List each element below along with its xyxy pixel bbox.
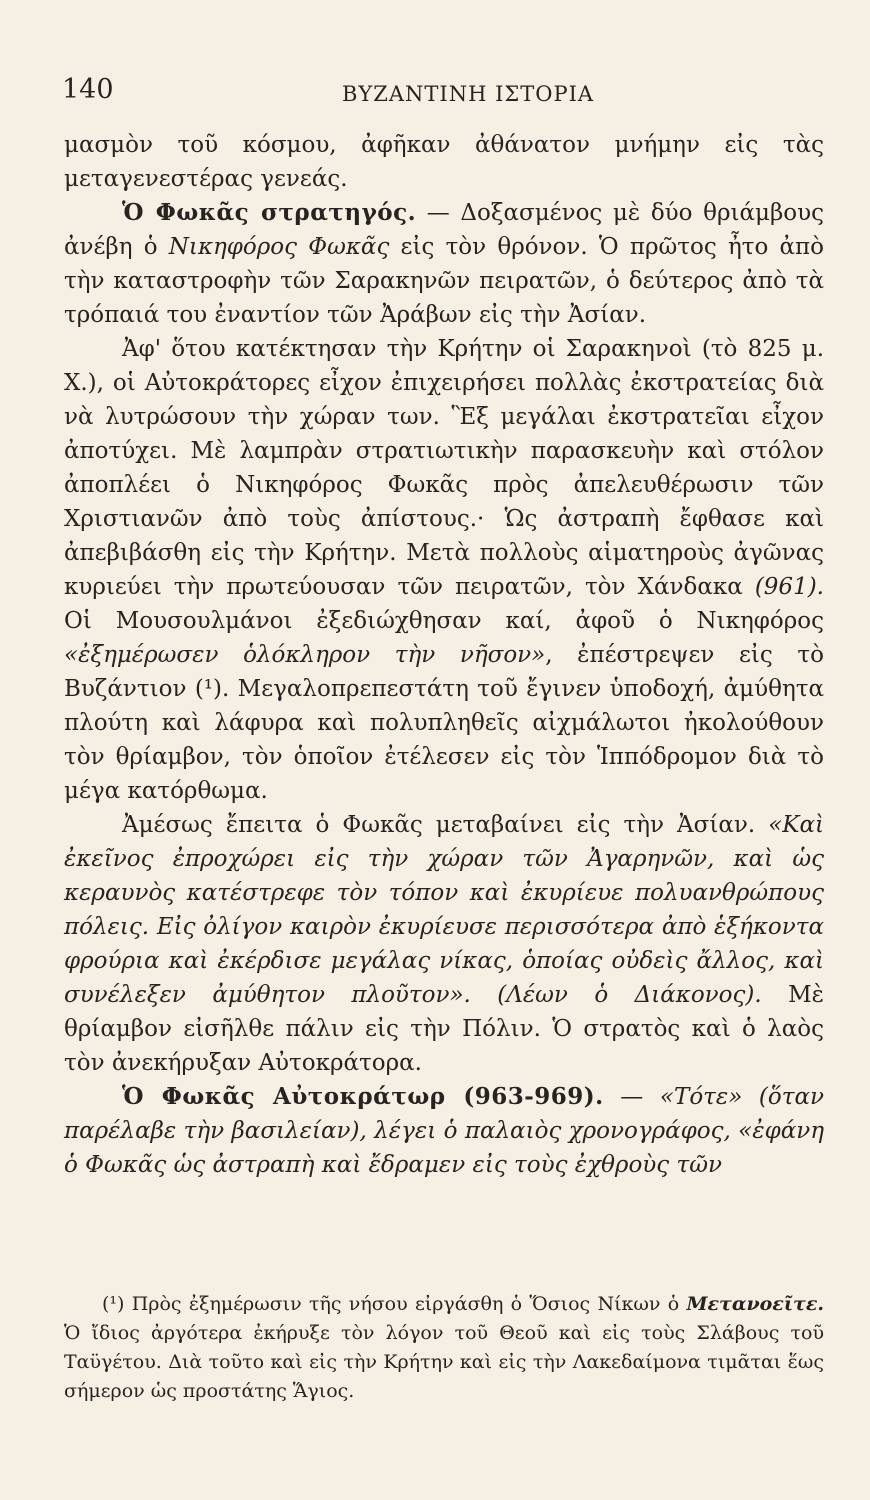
- paragraph-phokas-general: [64, 196, 824, 332]
- footnote-text-a: (¹) Πρὸς ἐξημέρωσιν τῆς νήσου εἰργάσθη ὁ Ὅσιος Νίκων ὁ: [102, 1293, 687, 1315]
- body-text: [64, 128, 824, 1182]
- running-head: ΒΥΖΑΝΤΙΝΗ ΙΣΤΟΡΙΑ: [342, 82, 595, 106]
- paragraph-phokas-emperor: [64, 1080, 824, 1182]
- footnote: [64, 1290, 824, 1406]
- section-heading-phokas-general: Ὁ Φωκᾶς στρατηγός.: [122, 199, 417, 226]
- footnote-name: Μετανοεῖτε.: [686, 1293, 824, 1315]
- paragraph-asia: [64, 808, 824, 1080]
- paragraph-text: —: [603, 1084, 660, 1110]
- page-header: [62, 74, 822, 110]
- paragraph-text: Μὲ θρίαμβον εἰσῆλθε πάλιν εἰς τὴν Πόλιν. Ὁ στρατὸς καὶ ὁ λαὸς τὸν ἀνεκήρυξαν Αὐτοκράτορα.: [64, 982, 824, 1076]
- footnote-text-b: Ὁ ἴδιος ἀργότερα ἐκήρυξε τὸν λόγον τοῦ Θεοῦ καὶ εἰς τοὺς Σλάβους τοῦ Ταϋγέτου. Διὰ τοῦτο καὶ εἰς τὴν Κρήτην καὶ εἰς τὴν Λακεδαίμονα τιμᾶται ἕως σήμερον ὡς προστάτης Ἅγιος.: [64, 1322, 824, 1402]
- paragraph-crete: [64, 332, 824, 808]
- emperor-name: Νικηφόρος Φωκᾶς: [168, 234, 390, 260]
- paragraph-text: Οἱ Μουσουλμάνοι ἐξεδιώχθησαν καί, ἀφοῦ ὁ Νικηφόρος: [64, 608, 824, 634]
- paragraph-text: Ἀφ' ὅτου κατέκτησαν τὴν Κρήτην οἱ Σαρακηνοὶ (τὸ 825 μ. Χ.), οἱ Αὐτοκράτορες εἶχον ἐπιχειρήσει πολλὰς ἐκστρατείας διὰ νὰ λυτρώσουν τὴν χώραν των. Ἓξ μεγάλαι ἐκστρατεῖαι εἶχον ἀποτύχει. Μὲ λαμπρὰν στρατιωτικὴν παρασκευὴν καὶ στόλον ἀποπλέει ὁ Νικηφόρος Φωκᾶς πρὸς ἀπελευθέρωσιν τῶν Χριστιανῶν ἀπὸ τοὺς ἀπίστους.· Ὡς ἀστραπὴ ἔφθασε καὶ ἀπεβιβάσθη εἰς τὴν Κρήτην. Μετὰ πολλοὺς αἱματηροὺς ἀγῶνας κυριεύει τὴν πρωτεύουσαν τῶν πειρατῶν, τὸν Χάνδακα: [64, 336, 824, 600]
- quotation: «ἐξημέρωσεν ὁλόκληρον τὴν νῆσον»: [64, 642, 546, 668]
- paragraph-text: — Δοξασμένος μὲ δύο θριάμβους ἀνέβη ὁ: [64, 200, 824, 260]
- quotation: «Καὶ ἐκεῖνος ἐπροχώρει εἰς τὴν χώραν τῶν Ἀγαρηνῶν, καὶ ὡς κεραυνὸς κατέστρεφε τὸν τόπον καὶ ἐκυρίευε πολυανθρώπους πόλεις. Εἰς ὀλίγον καιρὸν ἐκυρίευσε περισσότερα ἀπὸ ἑξήκοντα φρούρια καὶ ἐκέρδισε μεγάλας νίκας, ὁποίας οὐδεὶς ἄλλος, καὶ συνέλεξεν ἀμύθητον πλοῦτον». (Λέων ὁ Διάκονος).: [64, 812, 824, 1008]
- paragraph-text: εἰς τὸν θρόνον. Ὁ πρῶτος ἦτο ἀπὸ τὴν καταστροφὴν τῶν Σαρακηνῶν πειρατῶν, ὁ δεύτερος ἀπὸ τὰ τρόπαιά του ἐναντίον τῶν Ἀράβων εἰς τὴν Ἀσίαν.: [64, 234, 825, 328]
- paragraph-text: , ἐπέστρεψεν εἰς τὸ Βυζάντιον (¹). Μεγαλοπρεπεστάτη τοῦ ἔγινεν ὑποδοχή, ἀμύθητα πλούτη καὶ λάφυρα καὶ πολυπληθεῖς αἰχμάλωτοι ἠκολούθουν τὸν θρίαμβον, τὸν ὁποῖον ἐτέλεσεν εἰς τὸν Ἱππόδρομον διὰ τὸ μέγα κατόρθωμα.: [64, 642, 824, 804]
- year-label: (961).: [754, 574, 824, 600]
- paragraph-1: μασμὸν τοῦ κόσμου, ἀφῆκαν ἀθάνατον μνήμην εἰς τὰς μεταγενεστέρας γενεάς.: [64, 132, 824, 192]
- footnote-text: [64, 1290, 824, 1406]
- paragraph-text: Ἀμέσως ἔπειτα ὁ Φωκᾶς μεταβαίνει εἰς τὴν Ἀσίαν.: [122, 812, 769, 838]
- page-number: 140: [62, 74, 114, 105]
- section-heading-phokas-emperor: Ὁ Φωκᾶς Αὐτοκράτωρ (963-969).: [122, 1083, 604, 1110]
- quotation: «Τότε» (ὅταν παρέλαβε τὴν βασιλείαν), λέγει ὁ παλαιὸς χρονογράφος, «ἐφάνη ὁ Φωκᾶς ὡς ἀστραπὴ καὶ ἔδραμεν εἰς τοὺς ἐχθροὺς τῶν: [64, 1084, 824, 1178]
